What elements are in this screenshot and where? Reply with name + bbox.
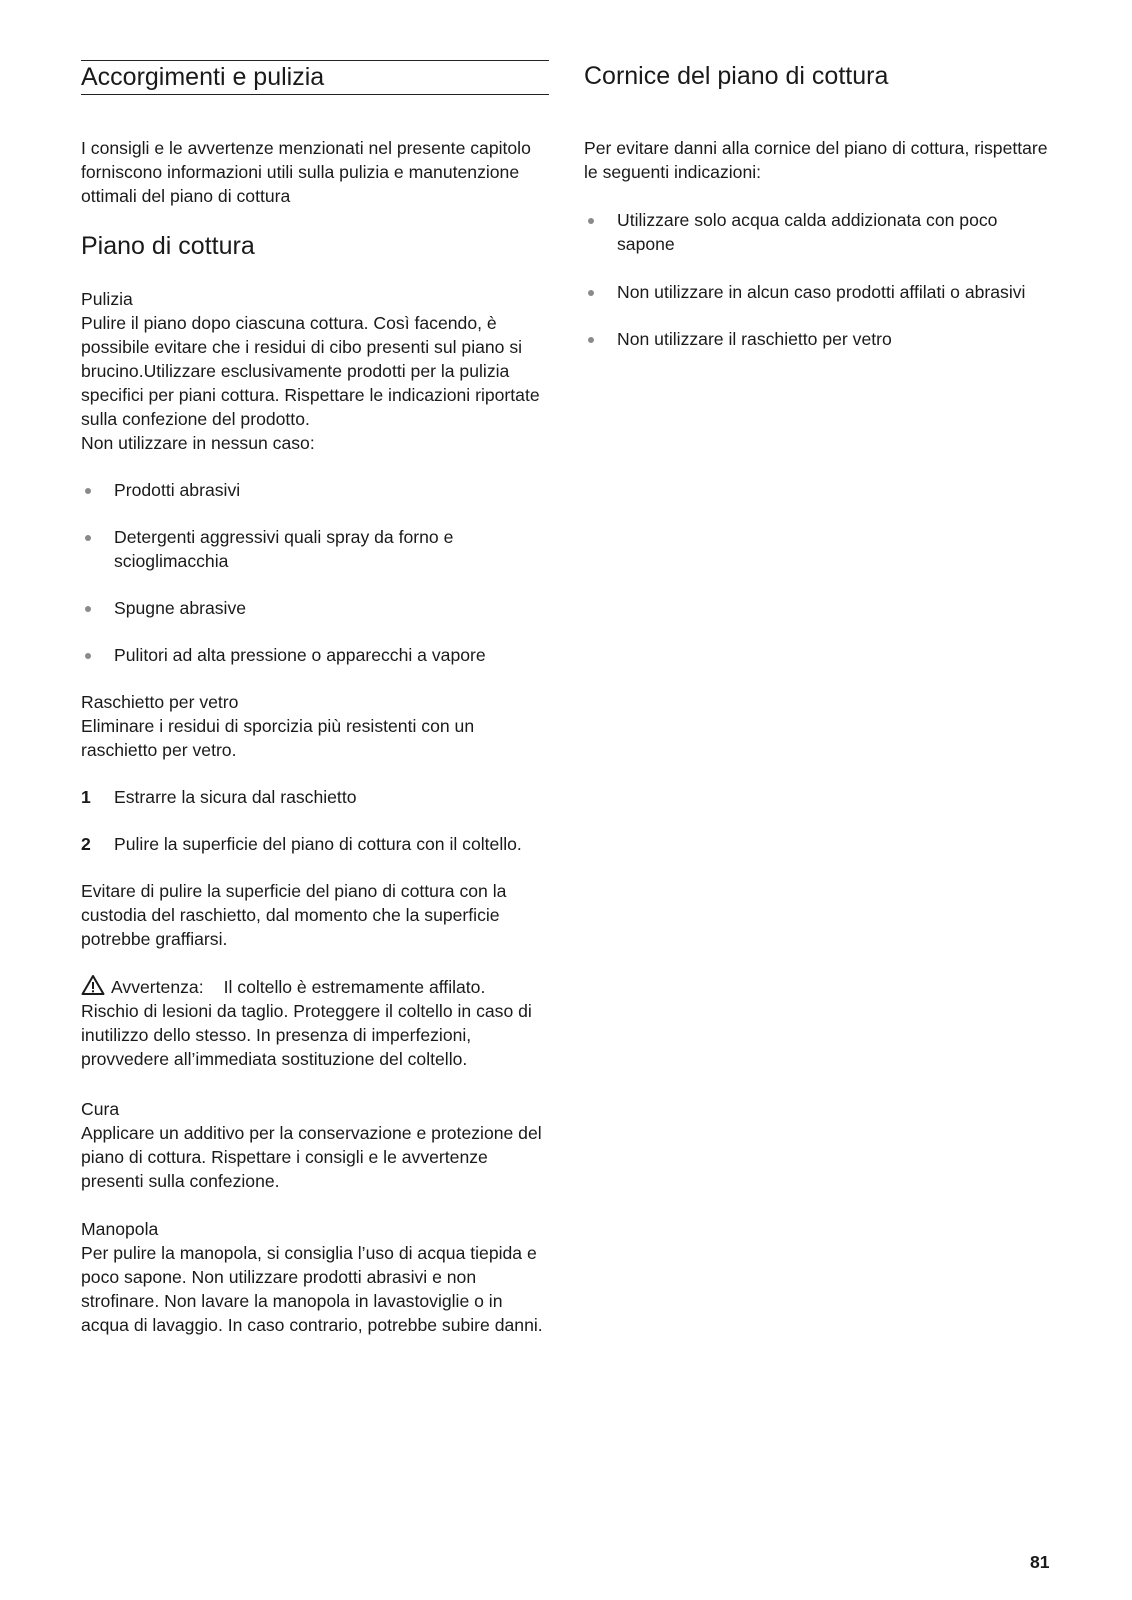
list-item-text: Non utilizzare in alcun caso prodotti affilati o abrasivi: [617, 282, 1026, 302]
warning-first-line: Il coltello è estremamente affilato.: [223, 977, 486, 997]
heading-piano-di-cottura: Piano di cottura: [81, 232, 255, 260]
subheading-manopola: Manopola: [81, 1219, 159, 1239]
section-title-accorgimenti: Accorgimenti e pulizia: [81, 60, 549, 95]
warning-block: [81, 974, 549, 1071]
list-item-text: Pulitori ad alta pressione o apparecchi a vapore: [114, 645, 486, 665]
bullet-icon: [85, 606, 91, 612]
list-item-text: Utilizzare solo acqua calda addizionata con poco sapone: [617, 210, 998, 254]
step-number: 1: [81, 787, 91, 807]
section-title-cornice: Cornice del piano di cottura: [584, 62, 889, 90]
subheading-cura: Cura: [81, 1099, 120, 1119]
bullet-icon: [85, 488, 91, 494]
cornice-intro-paragraph: Per evitare danni alla cornice del piano di cottura, rispettare le seguenti indicazioni:: [584, 138, 1048, 182]
bullet-icon: [85, 653, 91, 659]
pulizia-paragraph-2: Non utilizzare in nessun caso:: [81, 433, 315, 453]
list-item-text: Prodotti abrasivi: [114, 480, 241, 500]
bullet-icon: [588, 290, 594, 296]
step-number: 2: [81, 834, 91, 854]
step-text: Pulire la superficie del piano di cottura con il coltello.: [114, 834, 522, 854]
raschietto-after-paragraph: Evitare di pulire la superficie del piano di cottura con la custodia del raschietto, dal momento che la superficie potrebbe graffiarsi.: [81, 881, 507, 949]
list-item-text: Non utilizzare il raschietto per vetro: [617, 329, 892, 349]
step-text: Estrarre la sicura dal raschietto: [114, 787, 357, 807]
subheading-pulizia: Pulizia: [81, 289, 133, 309]
warning-text: Rischio di lesioni da taglio. Proteggere il coltello in caso di inutilizzo dello stesso. In presenza di imperfezioni, provvedere all’immediata sostituzione del coltello.: [81, 1001, 532, 1069]
manopola-paragraph: Per pulire la manopola, si consiglia l’uso di acqua tiepida e poco sapone. Non utilizzare prodotti abrasivi e non strofinare. Non lavare la manopola in lavastoviglie o in acqua di lavaggio. In caso contrario, potrebbe subire danni.: [81, 1243, 543, 1335]
subheading-raschietto: Raschietto per vetro: [81, 692, 239, 712]
warning-label: Avvertenza:: [111, 977, 204, 997]
bullet-icon: [588, 337, 594, 343]
list-item-text: Detergenti aggressivi quali spray da forno e scioglimacchia: [114, 527, 454, 571]
warning-triangle-icon: [81, 974, 105, 996]
intro-paragraph: I consigli e le avvertenze menzionati nel presente capitolo forniscono informazioni utili sulla pulizia e manutenzione ottimali del piano di cottura: [81, 138, 531, 206]
bullet-icon: [85, 535, 91, 541]
page-number: 81: [1030, 1552, 1050, 1572]
bullet-icon: [588, 218, 594, 224]
cura-paragraph: Applicare un additivo per la conservazione e protezione del piano di cottura. Rispettare i consigli e le avvertenze presenti sulla confezione.: [81, 1123, 542, 1191]
pulizia-paragraph: Pulire il piano dopo ciascuna cottura. Così facendo, è possibile evitare che i residui di cibo presenti sul piano si brucino.Utilizzare esclusivamente prodotti per la pulizia specifici per piani cottura. Rispettare le indicazioni riportate sulla confezione del prodotto.: [81, 313, 540, 429]
list-item-text: Spugne abrasive: [114, 598, 247, 618]
raschietto-paragraph: Eliminare i residui di sporcizia più resistenti con un raschietto per vetro.: [81, 716, 475, 760]
